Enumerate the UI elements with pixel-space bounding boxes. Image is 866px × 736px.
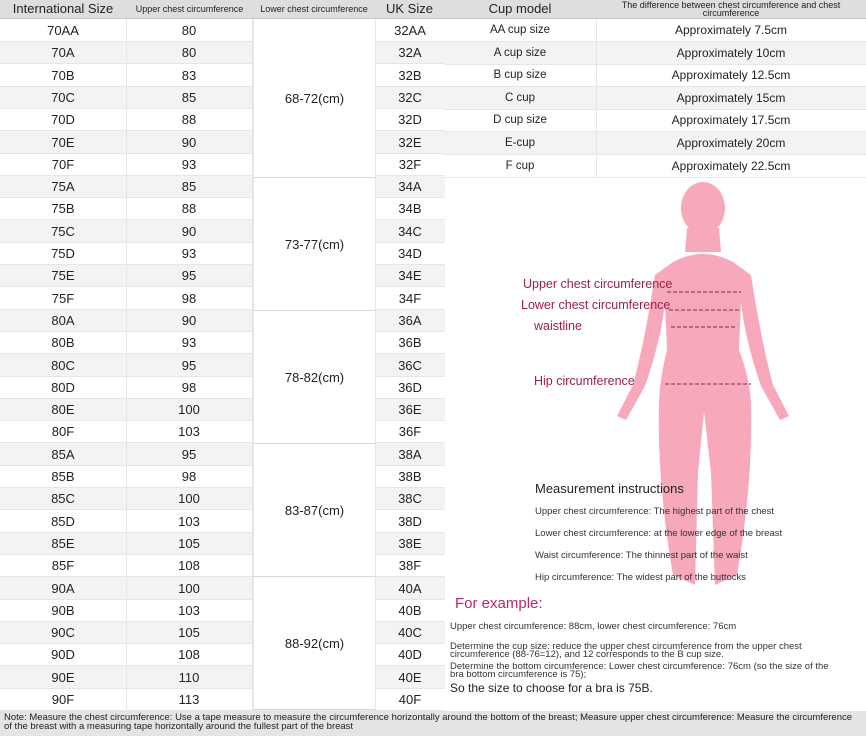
size-row [0, 510, 445, 533]
size-row [0, 487, 445, 510]
international-size-cell: 70D [0, 108, 127, 130]
international-size-cell: 80C [0, 354, 127, 376]
international-size-cell: 70B [0, 64, 127, 86]
uk-size-cell: 40D [375, 643, 444, 665]
note-text: Note: Measure the chest circumference: Use a tape measure to measure the circumference horizontally around the bottom of the breast; Measure upper chest circumference: Measure the circumference of the breast with a measuring tape horizontally around the fullest part of the breast [4, 712, 853, 732]
upper-chest-cell: 95 [126, 354, 253, 376]
header-difference: The difference between chest circumference and chest circumference [621, 0, 841, 18]
cup-difference-cell: Approximately 22.5cm [671, 159, 791, 173]
label-hip: Hip circumference [534, 374, 635, 388]
header-international-size: International Size [12, 1, 114, 16]
size-row [0, 108, 445, 131]
size-row [0, 287, 445, 310]
international-size-cell: 70F [0, 153, 127, 175]
international-size-cell: 75C [0, 220, 127, 242]
international-size-cell: 85F [0, 554, 127, 576]
lower-chest-group: 68-72(cm) [253, 19, 376, 178]
size-row [0, 331, 445, 354]
instruction-line: Waist circumference: The thinnest part of the waist [535, 550, 748, 561]
uk-size-cell: 32E [375, 131, 444, 153]
header-lower-chest: Lower chest circumference [260, 4, 368, 14]
upper-chest-cell: 90 [126, 309, 253, 331]
size-row [0, 443, 445, 466]
upper-chest-cell: 100 [126, 577, 253, 599]
upper-chest-cell: 95 [126, 443, 253, 465]
uk-size-cell: 36C [375, 354, 444, 376]
uk-size-cell: 34C [375, 220, 444, 242]
international-size-cell: 70E [0, 131, 127, 153]
uk-size-cell: 36A [375, 309, 444, 331]
international-size-cell: 80D [0, 376, 127, 398]
size-row [0, 197, 445, 220]
upper-chest-cell: 108 [126, 643, 253, 665]
international-size-cell: 70C [0, 86, 127, 108]
cup-difference-cell: Approximately 12.5cm [671, 68, 791, 82]
cup-difference-cell: Approximately 7.5cm [674, 23, 788, 37]
international-size-cell: 85B [0, 465, 127, 487]
international-size-cell: 85C [0, 487, 127, 509]
international-size-cell: 80E [0, 398, 127, 420]
uk-size-cell: 38C [375, 487, 444, 509]
international-size-cell: 75D [0, 242, 127, 264]
cup-model-cell: C cup [444, 87, 597, 109]
upper-chest-cell: 98 [126, 465, 253, 487]
upper-chest-cell: 105 [126, 621, 253, 643]
upper-chest-cell: 113 [126, 688, 253, 710]
uk-size-cell: 34B [375, 197, 444, 219]
note-bar [0, 711, 866, 736]
uk-size-cell: 38F [375, 554, 444, 576]
uk-size-cell: 36E [375, 398, 444, 420]
lower-chest-group: 83-87(cm) [253, 444, 376, 577]
international-size-cell: 80A [0, 309, 127, 331]
upper-chest-cell: 93 [126, 331, 253, 353]
cup-difference-cell: Approximately 20cm [676, 136, 786, 150]
label-waistline: waistline [534, 319, 582, 333]
size-row [0, 19, 445, 42]
instruction-line: Upper chest circumference: The highest part of the chest [535, 506, 775, 517]
label-lower-chest: Lower chest circumference [521, 298, 671, 312]
size-row [0, 420, 445, 443]
upper-chest-cell: 100 [126, 487, 253, 509]
international-size-cell: 85E [0, 532, 127, 554]
international-size-cell: 90F [0, 688, 127, 710]
upper-chest-cell: 98 [126, 287, 253, 309]
upper-chest-cell: 103 [126, 510, 253, 532]
upper-chest-cell: 93 [126, 242, 253, 264]
uk-size-cell: 40C [375, 621, 444, 643]
upper-chest-cell: 90 [126, 131, 253, 153]
size-row [0, 532, 445, 555]
header-uk-size: UK Size [386, 1, 433, 16]
upper-chest-cell: 103 [126, 599, 253, 621]
example-line: Determine the cup size: reduce the upper chest circumference from the upper chest circumference (88-76=12), and 12 corresponds to the B cup size. [450, 641, 802, 660]
uk-size-cell: 32AA [375, 19, 444, 41]
cup-model-cell: D cup size [444, 109, 597, 131]
upper-chest-cell: 90 [126, 220, 253, 242]
cup-row [444, 109, 866, 132]
international-size-cell: 75E [0, 264, 127, 286]
instruction-line: Hip circumference: The widest part of the buttocks [535, 572, 747, 583]
uk-size-cell: 40A [375, 577, 444, 599]
instruction-line: Lower chest circumference: at the lower edge of the breast [535, 528, 783, 539]
cup-difference-cell: Approximately 10cm [676, 46, 786, 60]
upper-chest-cell: 88 [126, 108, 253, 130]
uk-size-cell: 38D [375, 510, 444, 532]
size-row [0, 41, 445, 64]
upper-chest-cell: 85 [126, 175, 253, 197]
upper-chest-cell: 98 [126, 376, 253, 398]
header-upper-chest: Upper chest circumference [135, 4, 244, 14]
example-line: Determine the bottom circumference: Lower chest circumference: 76cm (so the size of the bra bottom circumference is 75); [450, 661, 829, 680]
cup-difference-cell: Approximately 17.5cm [671, 113, 791, 127]
size-row [0, 354, 445, 377]
upper-chest-cell: 105 [126, 532, 253, 554]
uk-size-cell: 32F [375, 153, 444, 175]
size-row [0, 64, 445, 87]
size-row [0, 599, 445, 622]
size-row [0, 666, 445, 689]
international-size-cell: 90D [0, 643, 127, 665]
uk-size-cell: 34F [375, 287, 444, 309]
uk-size-cell: 34A [375, 175, 444, 197]
size-row [0, 153, 445, 176]
cup-row [444, 155, 866, 178]
upper-chest-cell: 80 [126, 19, 253, 41]
example-line: Upper chest circumference: 88cm, lower chest circumference: 76cm [450, 621, 737, 632]
label-upper-chest: Upper chest circumference [523, 277, 673, 291]
upper-chest-cell: 88 [126, 197, 253, 219]
size-row [0, 220, 445, 243]
size-row [0, 398, 445, 421]
international-size-cell: 85D [0, 510, 127, 532]
uk-size-cell: 40E [375, 666, 444, 688]
uk-size-cell: 34D [375, 242, 444, 264]
uk-size-cell: 36B [375, 331, 444, 353]
uk-size-cell: 34E [375, 264, 444, 286]
upper-chest-cell: 85 [126, 86, 253, 108]
size-row [0, 577, 445, 600]
upper-chest-cell: 80 [126, 41, 253, 63]
international-size-cell: 90B [0, 599, 127, 621]
size-row [0, 175, 445, 198]
uk-size-cell: 36D [375, 376, 444, 398]
cup-difference-cell: Approximately 15cm [676, 91, 786, 105]
cup-row [444, 19, 866, 42]
cup-row [444, 132, 866, 155]
size-row [0, 376, 445, 399]
size-row [0, 621, 445, 644]
size-row [0, 688, 445, 711]
lower-chest-group: 73-77(cm) [253, 178, 376, 311]
upper-chest-cell: 103 [126, 420, 253, 442]
international-size-cell: 75B [0, 197, 127, 219]
upper-chest-cell: 108 [126, 554, 253, 576]
uk-size-cell: 38E [375, 532, 444, 554]
upper-chest-cell: 83 [126, 64, 253, 86]
uk-size-cell: 40B [375, 599, 444, 621]
example-conclusion: So the size to choose for a bra is 75B. [450, 681, 653, 695]
lower-chest-group: 88-92(cm) [253, 577, 376, 710]
size-row [0, 86, 445, 109]
international-size-cell: 70A [0, 41, 127, 63]
international-size-cell: 70AA [0, 19, 127, 41]
upper-chest-cell: 110 [126, 666, 253, 688]
uk-size-cell: 38A [375, 443, 444, 465]
header-cup-model: Cup model [488, 1, 552, 16]
size-row [0, 465, 445, 488]
cup-model-cell: B cup size [444, 64, 597, 86]
uk-size-cell: 32B [375, 64, 444, 86]
cup-model-cell: AA cup size [444, 19, 597, 41]
size-row [0, 264, 445, 287]
international-size-cell: 90E [0, 666, 127, 688]
cup-row [444, 64, 866, 87]
international-size-cell: 80F [0, 420, 127, 442]
cup-row [444, 87, 866, 110]
uk-size-cell: 36F [375, 420, 444, 442]
international-size-cell: 75A [0, 175, 127, 197]
cup-row [444, 42, 866, 65]
upper-chest-cell: 100 [126, 398, 253, 420]
cup-model-cell: A cup size [444, 42, 597, 64]
size-row [0, 554, 445, 577]
international-size-cell: 80B [0, 331, 127, 353]
uk-size-cell: 32A [375, 41, 444, 63]
cup-model-cell: E-cup [444, 132, 597, 154]
uk-size-cell: 32D [375, 108, 444, 130]
upper-chest-cell: 95 [126, 264, 253, 286]
size-row [0, 309, 445, 332]
instructions-title: Measurement instructions [535, 481, 684, 496]
international-size-cell: 90C [0, 621, 127, 643]
cup-model-cell: F cup [444, 155, 597, 177]
example-title: For example: [455, 595, 543, 612]
size-row [0, 131, 445, 154]
table-header [0, 0, 866, 19]
uk-size-cell: 40F [375, 688, 444, 710]
uk-size-cell: 32C [375, 86, 444, 108]
international-size-cell: 75F [0, 287, 127, 309]
upper-chest-cell: 93 [126, 153, 253, 175]
international-size-cell: 90A [0, 577, 127, 599]
uk-size-cell: 38B [375, 465, 444, 487]
size-row [0, 242, 445, 265]
lower-chest-group: 78-82(cm) [253, 311, 376, 444]
size-row [0, 643, 445, 666]
international-size-cell: 85A [0, 443, 127, 465]
